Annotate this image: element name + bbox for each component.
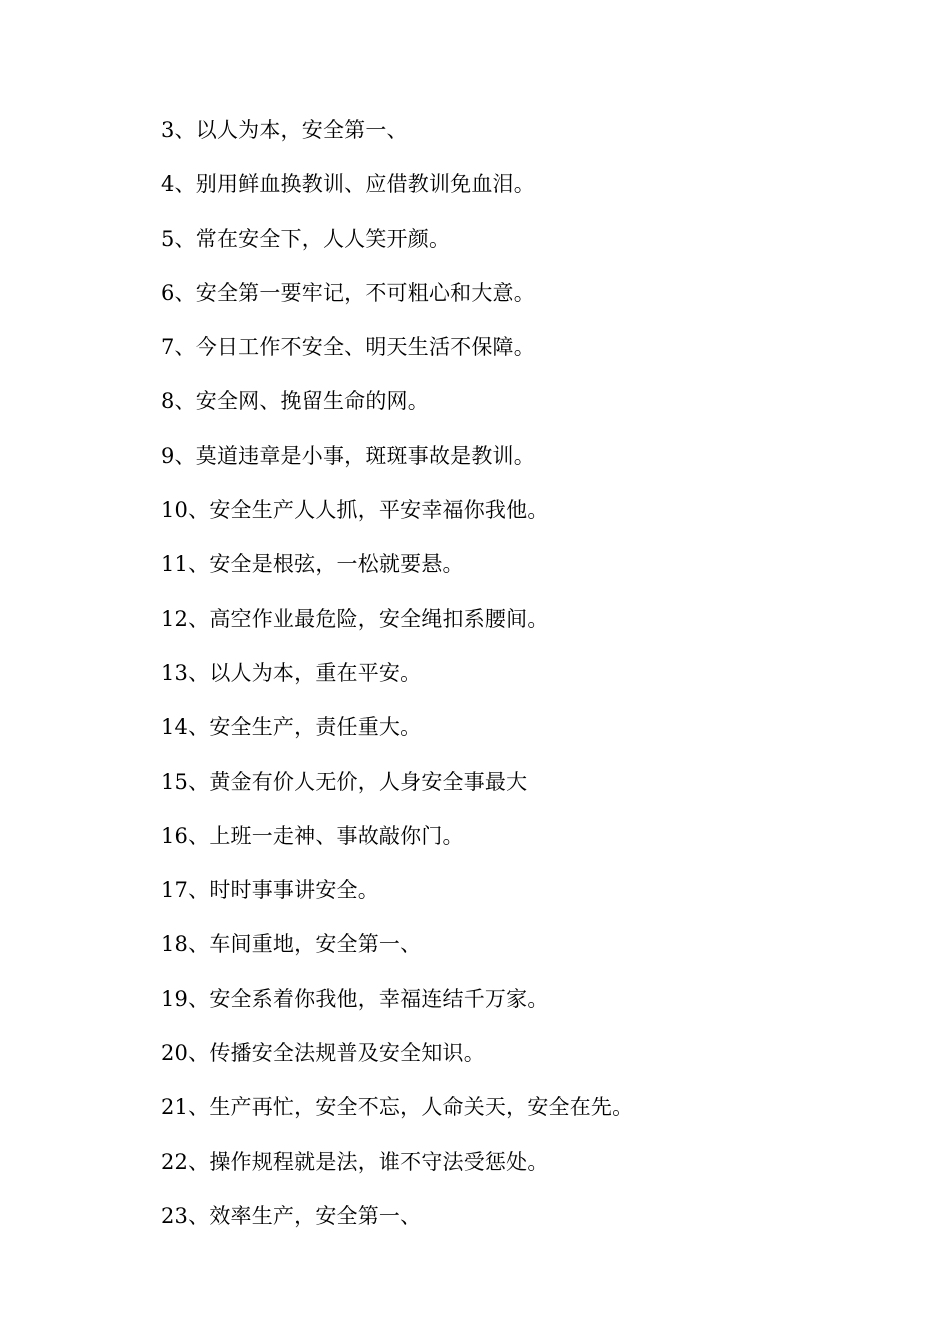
slogan-line-6: 6、安全第一要牢记，不可粗心和大意。 — [161, 280, 535, 305]
slogan-line-17: 17、时时事事讲安全。 — [161, 878, 379, 903]
slogan-line-22: 22、操作规程就是法，谁不守法受惩处。 — [161, 1149, 549, 1174]
slogan-line-15: 15、黄金有价人无价，人身安全事最大 — [161, 769, 528, 794]
slogan-line-18: 18、车间重地，安全第一、 — [161, 932, 422, 957]
slogan-line-5: 5、常在安全下，人人笑开颜。 — [161, 226, 451, 251]
slogan-list — [161, 112, 881, 1252]
slogan-line-8: 8、安全网、挽留生命的网。 — [161, 389, 429, 414]
slogan-line-19: 19、安全系着你我他，幸福连结千万家。 — [161, 986, 549, 1011]
slogan-line-12: 12、高空作业最危险，安全绳扣系腰间。 — [161, 606, 549, 631]
slogan-line-7: 7、今日工作不安全、明天生活不保障。 — [161, 335, 535, 360]
slogan-line-21: 21、生产再忙，安全不忘，人命关天，安全在先。 — [161, 1095, 634, 1120]
slogan-line-20: 20、传播安全法规普及安全知识。 — [161, 1041, 485, 1066]
slogan-line-3: 3、以人为本，安全第一、 — [161, 118, 408, 142]
slogan-line-16: 16、上班一走神、事故敲你门。 — [161, 823, 464, 848]
slogan-line-4: 4、别用鲜血换教训、应借教训免血泪。 — [161, 172, 535, 197]
slogan-line-13: 13、以人为本，重在平安。 — [161, 660, 422, 685]
slogan-line-10: 10、安全生产人人抓，平安幸福你我他。 — [161, 498, 549, 523]
slogan-line-11: 11、安全是根弦，一松就要悬。 — [161, 552, 464, 577]
slogan-line-9: 9、莫道违章是小事，斑斑事故是教训。 — [161, 443, 535, 468]
slogan-line-23: 23、效率生产，安全第一、 — [161, 1203, 422, 1228]
slogan-line-14: 14、安全生产，责任重大。 — [161, 715, 422, 740]
